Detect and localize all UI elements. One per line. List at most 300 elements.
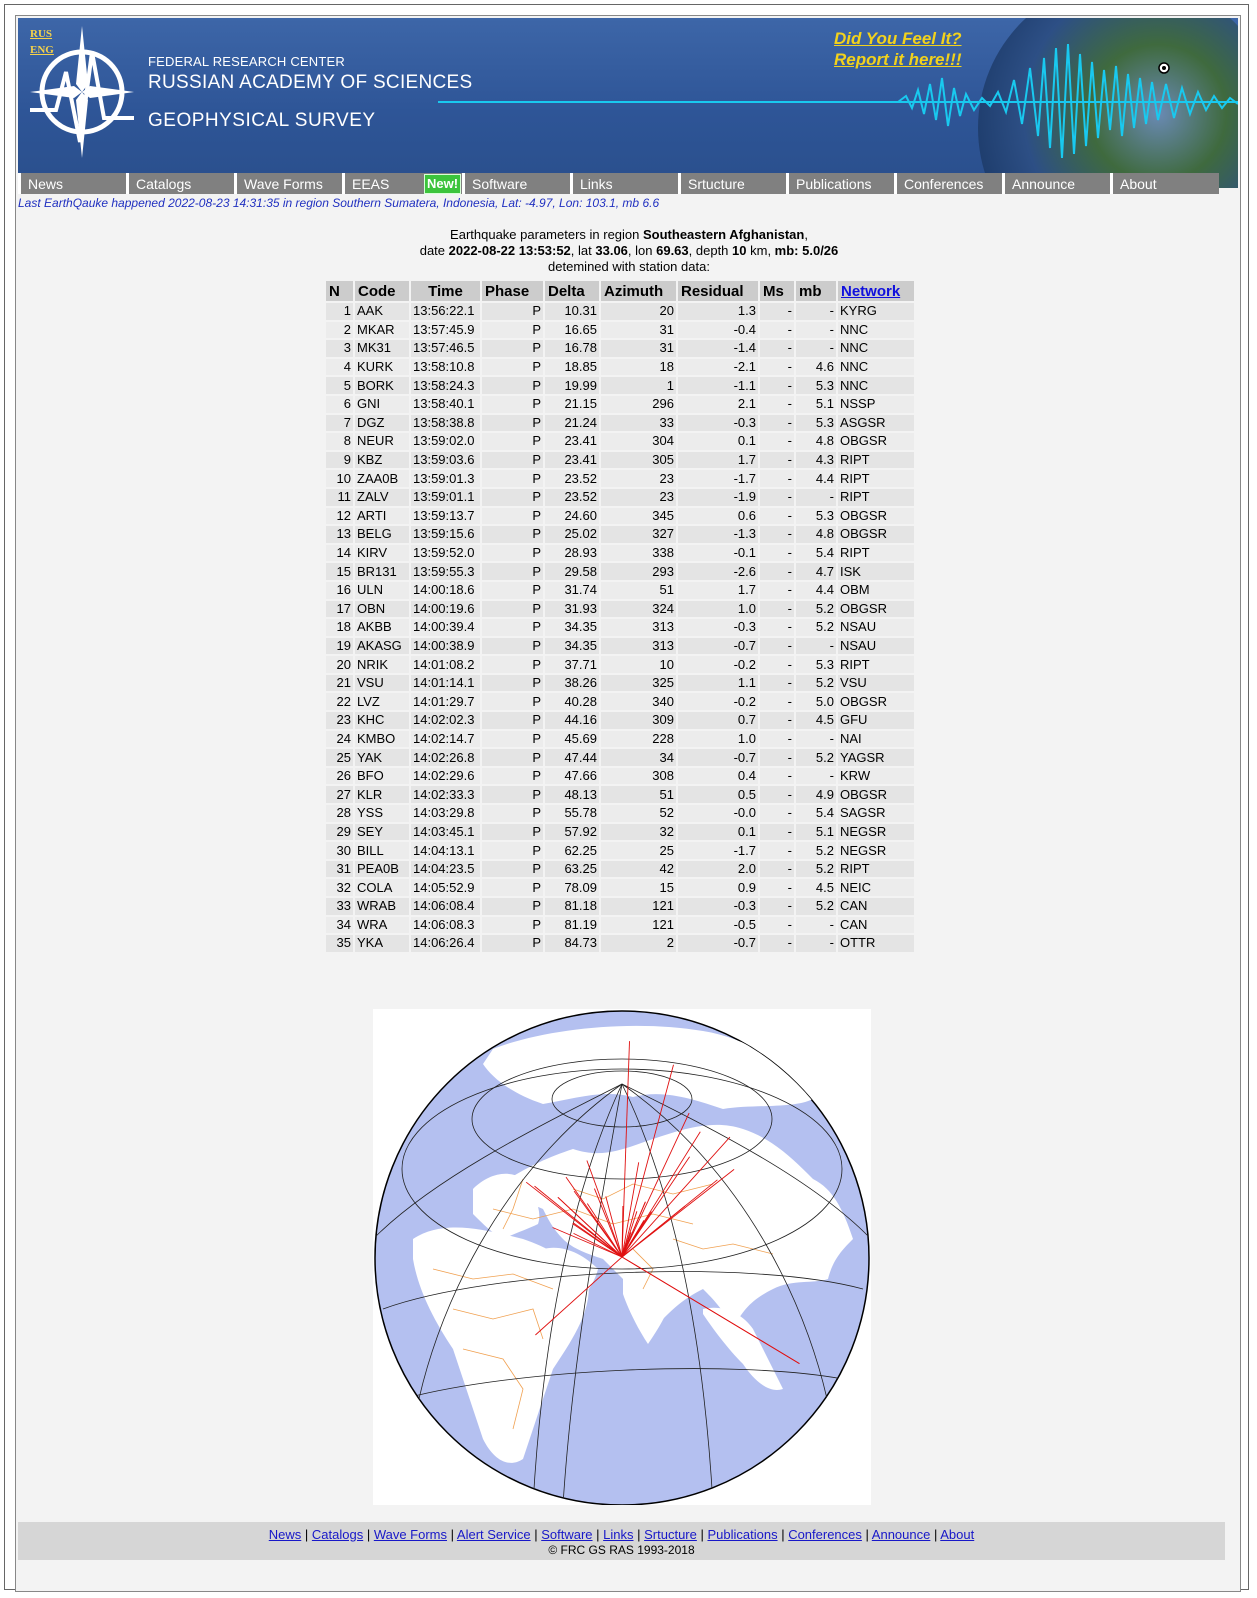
cell-code: NRIK [355,656,409,673]
cell-network: SAGSR [838,805,914,822]
nav-eeas[interactable]: EEAS [342,173,462,194]
cell-phase: P [482,842,543,859]
station-table [324,279,916,954]
cell-ms: - [760,638,794,655]
cell-residual: -0.7 [678,935,758,952]
cell-residual: -1.9 [678,489,758,506]
table-row [326,452,914,469]
footer-announce[interactable]: Announce [871,1527,931,1542]
cell-mb: 5.2 [796,601,836,618]
cell-ms: - [760,786,794,803]
cell-mb: 5.2 [796,749,836,766]
cell-delta: 38.26 [545,675,599,692]
cell-n: 22 [326,693,353,710]
params-lon: 69.63 [656,243,689,258]
cell-mb: 5.3 [796,415,836,432]
header-banner [18,18,1238,188]
cell-residual: 0.5 [678,786,758,803]
cell-delta: 45.69 [545,731,599,748]
cell-ms: - [760,935,794,952]
cell-phase: P [482,415,543,432]
params-region: Southeastern Afghanistan [643,227,805,242]
cell-time: 14:03:29.8 [411,805,480,822]
footer-conferences[interactable]: Conferences [788,1527,862,1542]
params-depth-label: , depth [688,243,733,258]
cell-phase: P [482,377,543,394]
footer-wave-forms[interactable]: Wave Forms [373,1527,448,1542]
cell-delta: 16.78 [545,340,599,357]
cell-mb: 5.4 [796,805,836,822]
cell-azimuth: 2 [601,935,676,952]
cell-azimuth: 313 [601,638,676,655]
cell-time: 14:02:26.8 [411,749,480,766]
cell-azimuth: 10 [601,656,676,673]
cell-azimuth: 18 [601,359,676,376]
cell-network: RIPT [838,489,914,506]
ray-path-map [373,1009,871,1505]
cell-phase: P [482,619,543,636]
cell-phase: P [482,805,543,822]
table-row [326,396,914,413]
table-row [326,824,914,841]
cell-mb: 5.2 [796,861,836,878]
cell-code: BR131 [355,563,409,580]
cell-code: BELG [355,526,409,543]
table-row [326,731,914,748]
table-row [326,638,914,655]
cell-time: 13:59:01.1 [411,489,480,506]
cell-ms: - [760,396,794,413]
cell-residual: 2.0 [678,861,758,878]
cell-mb: - [796,731,836,748]
cell-delta: 23.52 [545,489,599,506]
cell-delta: 63.25 [545,861,599,878]
cell-network: OBGSR [838,526,914,543]
cell-delta: 40.28 [545,693,599,710]
cell-ms: - [760,545,794,562]
cell-network: NSAU [838,638,914,655]
table-row [326,508,914,525]
nav-conferences[interactable]: Conferences [894,173,1002,194]
cell-network: NEGSR [838,842,914,859]
cell-n: 23 [326,712,353,729]
cell-azimuth: 293 [601,563,676,580]
page-frame [4,4,1249,1590]
cell-code: YAK [355,749,409,766]
cell-delta: 31.74 [545,582,599,599]
table-row [326,656,914,673]
cell-code: ARTI [355,508,409,525]
cell-delta: 21.24 [545,415,599,432]
cell-residual: -0.4 [678,322,758,339]
nav-software[interactable]: Software [462,173,570,194]
cell-network: CAN [838,917,914,934]
table-row [326,879,914,896]
cell-delta: 34.35 [545,619,599,636]
cell-n: 31 [326,861,353,878]
cell-network: NNC [838,359,914,376]
cell-n: 18 [326,619,353,636]
cell-time: 13:57:45.9 [411,322,480,339]
cell-delta: 62.25 [545,842,599,859]
cell-mb: 5.2 [796,898,836,915]
cell-code: PEA0B [355,861,409,878]
cell-azimuth: 327 [601,526,676,543]
table-row [326,322,914,339]
cell-network: OBGSR [838,786,914,803]
cell-n: 15 [326,563,353,580]
cell-ms: - [760,917,794,934]
cell-time: 14:01:08.2 [411,656,480,673]
footer-links-link[interactable]: Links [603,1527,634,1542]
nav-announce[interactable]: Announce [1002,173,1110,194]
cell-time: 14:06:08.3 [411,917,480,934]
cell-network: VSU [838,675,914,692]
cell-n: 10 [326,470,353,487]
cell-phase: P [482,749,543,766]
footer-publications[interactable]: Publications [707,1527,778,1542]
cell-ms: - [760,731,794,748]
cell-delta: 31.93 [545,601,599,618]
cell-azimuth: 309 [601,712,676,729]
cell-delta: 81.18 [545,898,599,915]
cell-phase: P [482,731,543,748]
cell-time: 14:04:23.5 [411,861,480,878]
col-code: Code [355,281,409,301]
cell-mb: 5.2 [796,675,836,692]
feel-line1[interactable]: Did You Feel It? [834,29,962,48]
params-line2 [16,243,1242,259]
cell-mb: - [796,638,836,655]
cell-network: YAGSR [838,749,914,766]
cell-n: 14 [326,545,353,562]
params-line1 [16,227,1242,243]
cell-residual: 0.4 [678,768,758,785]
cell-phase: P [482,303,543,320]
cell-network: ISK [838,563,914,580]
cell-mb: 4.4 [796,470,836,487]
cell-n: 35 [326,935,353,952]
cell-azimuth: 32 [601,824,676,841]
col-time: Time [411,281,480,301]
cell-phase: P [482,638,543,655]
cell-mb: - [796,303,836,320]
cell-azimuth: 23 [601,470,676,487]
cell-time: 13:57:46.5 [411,340,480,357]
cell-phase: P [482,656,543,673]
cell-mb: 5.3 [796,377,836,394]
cell-ms: - [760,675,794,692]
cell-azimuth: 1 [601,377,676,394]
cell-residual: 0.1 [678,824,758,841]
cell-ms: - [760,768,794,785]
cell-code: YSS [355,805,409,822]
cell-ms: - [760,712,794,729]
nav-structure[interactable]: Srtucture [678,173,786,194]
footer-catalogs[interactable]: Catalogs [311,1527,364,1542]
cell-residual: 2.1 [678,396,758,413]
footer-sep: | [930,1527,941,1542]
col-n: N [326,281,353,301]
footer-sep: | [861,1527,872,1542]
cell-n: 21 [326,675,353,692]
cell-ms: - [760,526,794,543]
nav-publications[interactable]: Publications [786,173,894,194]
cell-azimuth: 42 [601,861,676,878]
seismogram-graphic [18,18,1238,188]
cell-code: BFO [355,768,409,785]
cell-time: 13:58:40.1 [411,396,480,413]
cell-code: MKAR [355,322,409,339]
cell-time: 13:58:10.8 [411,359,480,376]
nav-wave-forms[interactable]: Wave Forms [234,173,342,194]
cell-azimuth: 340 [601,693,676,710]
cell-delta: 78.09 [545,879,599,896]
cell-network: NSSP [838,396,914,413]
cell-azimuth: 31 [601,322,676,339]
cell-code: VSU [355,675,409,692]
cell-phase: P [482,601,543,618]
cell-n: 12 [326,508,353,525]
nav-catalogs[interactable]: Catalogs [126,173,234,194]
col-network[interactable] [838,281,914,301]
cell-n: 9 [326,452,353,469]
cell-mb: 4.5 [796,879,836,896]
table-row [326,489,914,506]
cell-network: RIPT [838,545,914,562]
cell-time: 14:00:19.6 [411,601,480,618]
cell-mb: 5.0 [796,693,836,710]
new-badge: New! [424,174,461,194]
cell-residual: -0.3 [678,415,758,432]
cell-time: 14:03:45.1 [411,824,480,841]
globe-map-svg [373,1009,871,1505]
cell-delta: 23.41 [545,433,599,450]
table-body [326,303,914,952]
cell-n: 25 [326,749,353,766]
col-ms: Ms [760,281,794,301]
cell-mb: 4.3 [796,452,836,469]
footer-sep: | [530,1527,542,1542]
cell-network: RIPT [838,470,914,487]
cell-code: WRA [355,917,409,934]
cell-mb: 4.8 [796,526,836,543]
cell-time: 13:59:52.0 [411,545,480,562]
cell-residual: 1.1 [678,675,758,692]
cell-residual: 0.7 [678,712,758,729]
cell-code: ULN [355,582,409,599]
cell-phase: P [482,526,543,543]
cell-network: CAN [838,898,914,915]
cell-phase: P [482,396,543,413]
cell-n: 33 [326,898,353,915]
cell-azimuth: 305 [601,452,676,469]
cell-delta: 57.92 [545,824,599,841]
cell-n: 3 [326,340,353,357]
cell-phase: P [482,861,543,878]
col-delta: Delta [545,281,599,301]
cell-code: DGZ [355,415,409,432]
cell-mb: 5.2 [796,842,836,859]
cell-phase: P [482,898,543,915]
cell-residual: -2.6 [678,563,758,580]
cell-network: GFU [838,712,914,729]
cell-azimuth: 52 [601,805,676,822]
params-depth: 10 [732,243,747,258]
cell-code: WRAB [355,898,409,915]
org-line2: RUSSIAN ACADEMY OF SCIENCES [148,72,473,93]
cell-ms: - [760,563,794,580]
footer-sep: | [592,1527,604,1542]
nav-news[interactable]: News [18,173,126,194]
cell-time: 14:00:39.4 [411,619,480,636]
network-sort-link[interactable]: Network [841,282,901,300]
footer-sep: | [301,1527,312,1542]
cell-network: OBGSR [838,433,914,450]
footer-about[interactable]: About [940,1527,975,1542]
cell-code: LVZ [355,693,409,710]
cell-mb: 5.4 [796,545,836,562]
cell-n: 13 [326,526,353,543]
cell-residual: -0.7 [678,638,758,655]
table-row [326,917,914,934]
cell-residual: 1.0 [678,601,758,618]
cell-delta: 84.73 [545,935,599,952]
cell-residual: -1.1 [678,377,758,394]
cell-n: 1 [326,303,353,320]
cell-residual: 1.3 [678,303,758,320]
cell-code: SEY [355,824,409,841]
table-row [326,898,914,915]
frc-logo-icon [26,22,136,162]
cell-residual: 1.0 [678,731,758,748]
cell-code: BILL [355,842,409,859]
cell-ms: - [760,322,794,339]
cell-mb: - [796,322,836,339]
cell-azimuth: 15 [601,879,676,896]
cell-ms: - [760,842,794,859]
cell-time: 14:02:29.6 [411,768,480,785]
cell-code: KLR [355,786,409,803]
cell-ms: - [760,861,794,878]
col-residual: Residual [678,281,758,301]
cell-delta: 21.15 [545,396,599,413]
cell-network: NNC [838,340,914,357]
cell-n: 30 [326,842,353,859]
footer-sep: | [363,1527,374,1542]
cell-delta: 25.02 [545,526,599,543]
footer-sep: | [447,1527,457,1542]
table-row [326,359,914,376]
cell-time: 14:00:38.9 [411,638,480,655]
footer-structure[interactable]: Srtucture [644,1527,697,1542]
cell-phase: P [482,935,543,952]
cell-time: 14:01:14.1 [411,675,480,692]
cell-mb: - [796,917,836,934]
lang-eng-link[interactable]: ENG [30,44,54,56]
cell-delta: 55.78 [545,805,599,822]
cell-mb: 5.2 [796,619,836,636]
cell-mb: - [796,935,836,952]
cell-network: NAI [838,731,914,748]
table-row [326,619,914,636]
cell-time: 13:58:38.8 [411,415,480,432]
cell-code: MK31 [355,340,409,357]
col-phase: Phase [482,281,543,301]
main-nav [18,173,1219,194]
cell-mb: 4.4 [796,582,836,599]
footer-news[interactable]: News [268,1527,302,1542]
cell-time: 13:56:22.1 [411,303,480,320]
nav-links[interactable]: Links [570,173,678,194]
cell-time: 14:02:14.7 [411,731,480,748]
cell-phase: P [482,786,543,803]
footer [18,1522,1225,1560]
cell-phase: P [482,433,543,450]
table-row [326,693,914,710]
cell-ms: - [760,340,794,357]
cell-delta: 23.41 [545,452,599,469]
cell-n: 7 [326,415,353,432]
lang-rus-link[interactable]: RUS [30,28,53,40]
cell-delta: 24.60 [545,508,599,525]
cell-phase: P [482,545,543,562]
params-line3: detemined with station data: [548,259,710,274]
table-row [326,377,914,394]
cell-n: 17 [326,601,353,618]
cell-time: 14:04:13.1 [411,842,480,859]
cell-network: KRW [838,768,914,785]
footer-sep: | [777,1527,789,1542]
cell-time: 13:59:03.6 [411,452,480,469]
table-row [326,601,914,618]
cell-azimuth: 121 [601,917,676,934]
cell-azimuth: 34 [601,749,676,766]
cell-azimuth: 20 [601,303,676,320]
cell-n: 2 [326,322,353,339]
footer-links [18,1522,1225,1542]
cell-ms: - [760,656,794,673]
cell-ms: - [760,619,794,636]
cell-network: NSAU [838,619,914,636]
cell-ms: - [760,805,794,822]
cell-time: 14:02:33.3 [411,786,480,803]
feel-line2[interactable]: Report it here!!! [834,50,962,69]
table-row [326,433,914,450]
cell-ms: - [760,415,794,432]
cell-phase: P [482,768,543,785]
cell-mb: - [796,489,836,506]
cell-code: GNI [355,396,409,413]
cell-ms: - [760,433,794,450]
cell-delta: 34.35 [545,638,599,655]
did-you-feel-it-link[interactable] [834,28,962,70]
nav-about[interactable]: About [1110,173,1219,194]
cell-time: 13:59:15.6 [411,526,480,543]
cell-azimuth: 33 [601,415,676,432]
cell-code: OBN [355,601,409,618]
cell-residual: -0.0 [678,805,758,822]
cell-delta: 81.19 [545,917,599,934]
footer-software[interactable]: Software [541,1527,593,1542]
cell-residual: -0.1 [678,545,758,562]
cell-code: KBZ [355,452,409,469]
last-earthquake-ticker[interactable]: Last EarthQauke happened 2022-08-23 14:31:35 in region Southern Sumatera, Indonesia, Lat: -4.97, Lon: 103.1, mb 6.6 [18,196,660,210]
cell-phase: P [482,693,543,710]
cell-time: 14:06:08.4 [411,898,480,915]
cell-network: NNC [838,377,914,394]
footer-alert-service[interactable]: Alert Service [456,1527,531,1542]
